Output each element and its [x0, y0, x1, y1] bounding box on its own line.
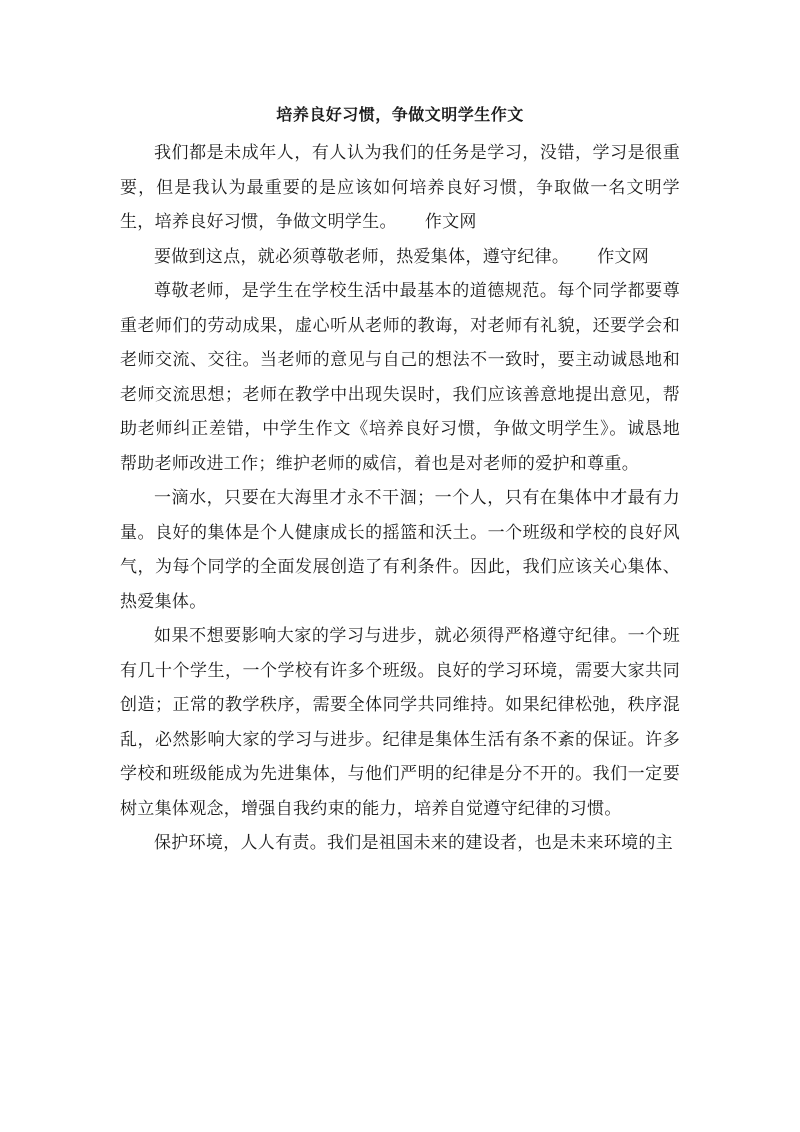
source-label: 作文网: [597, 246, 650, 267]
document-page: [120, 100, 680, 861]
paragraph-text: 我们都是未成年人，有人认为我们的任务是学习，没错，学习是很重要，但是我认为最重要的是应该如何培养良好习惯，争取做一名文明学生，培养良好习惯，争做文明学生。: [120, 143, 680, 232]
document-title: 培养良好习惯，争做文明学生作文: [276, 105, 524, 124]
paragraph-text: 要做到这点，就必须尊敬老师，热爱集体，遵守纪律。: [154, 246, 570, 267]
paragraph-2: [120, 240, 680, 275]
paragraph-4: 一滴水，只要在大海里才永不干涸；一个人，只有在集体中才最有力量。良好的集体是个人健康成长的摇篮和沃土。一个班级和学校的良好风气，为每个同学的全面发展创造了有利条件。因此，我们应该关心集体、热爱集体。: [120, 488, 680, 612]
paragraph-1: [120, 136, 680, 240]
source-label: 作文网: [424, 212, 477, 232]
paragraph-6: 保护环境，人人有责。我们是祖国未来的建设者，也是未来环境的主: [154, 833, 673, 853]
paragraph-5: 如果不想要影响大家的学习与进步，就必须得严格遵守纪律。一个班有几十个学生，一个学校有许多个班级。良好的学习环境，需要大家共同创造；正常的教学秩序，需要全体同学共同维持。如果纪律松弛，秩序混乱，必然影响大家的学习与进步。纪律是集体生活有条不紊的保证。许多学校和班级能成为先进集体，与他们严明的纪律是分不开的。我们一定要树立集体观念，增强自我约束的能力，培养自觉遵守纪律的习惯。: [120, 626, 680, 819]
paragraph-3: 尊敬老师，是学生在学校生活中最基本的道德规范。每个同学都要尊重老师们的劳动成果，虚心听从老师的教诲，对老师有礼貌，还要学会和老师交流、交往。当老师的意见与自己的想法不一致时，要主动诚恳地和老师交流思想；老师在教学中出现失误时，我们应该善意地提出意见，帮助老师纠正差错，中学生作文《培养良好习惯，争做文明学生》。诚恳地帮助老师改进工作；维护老师的威信，着也是对老师的爱护和尊重。: [120, 281, 680, 474]
